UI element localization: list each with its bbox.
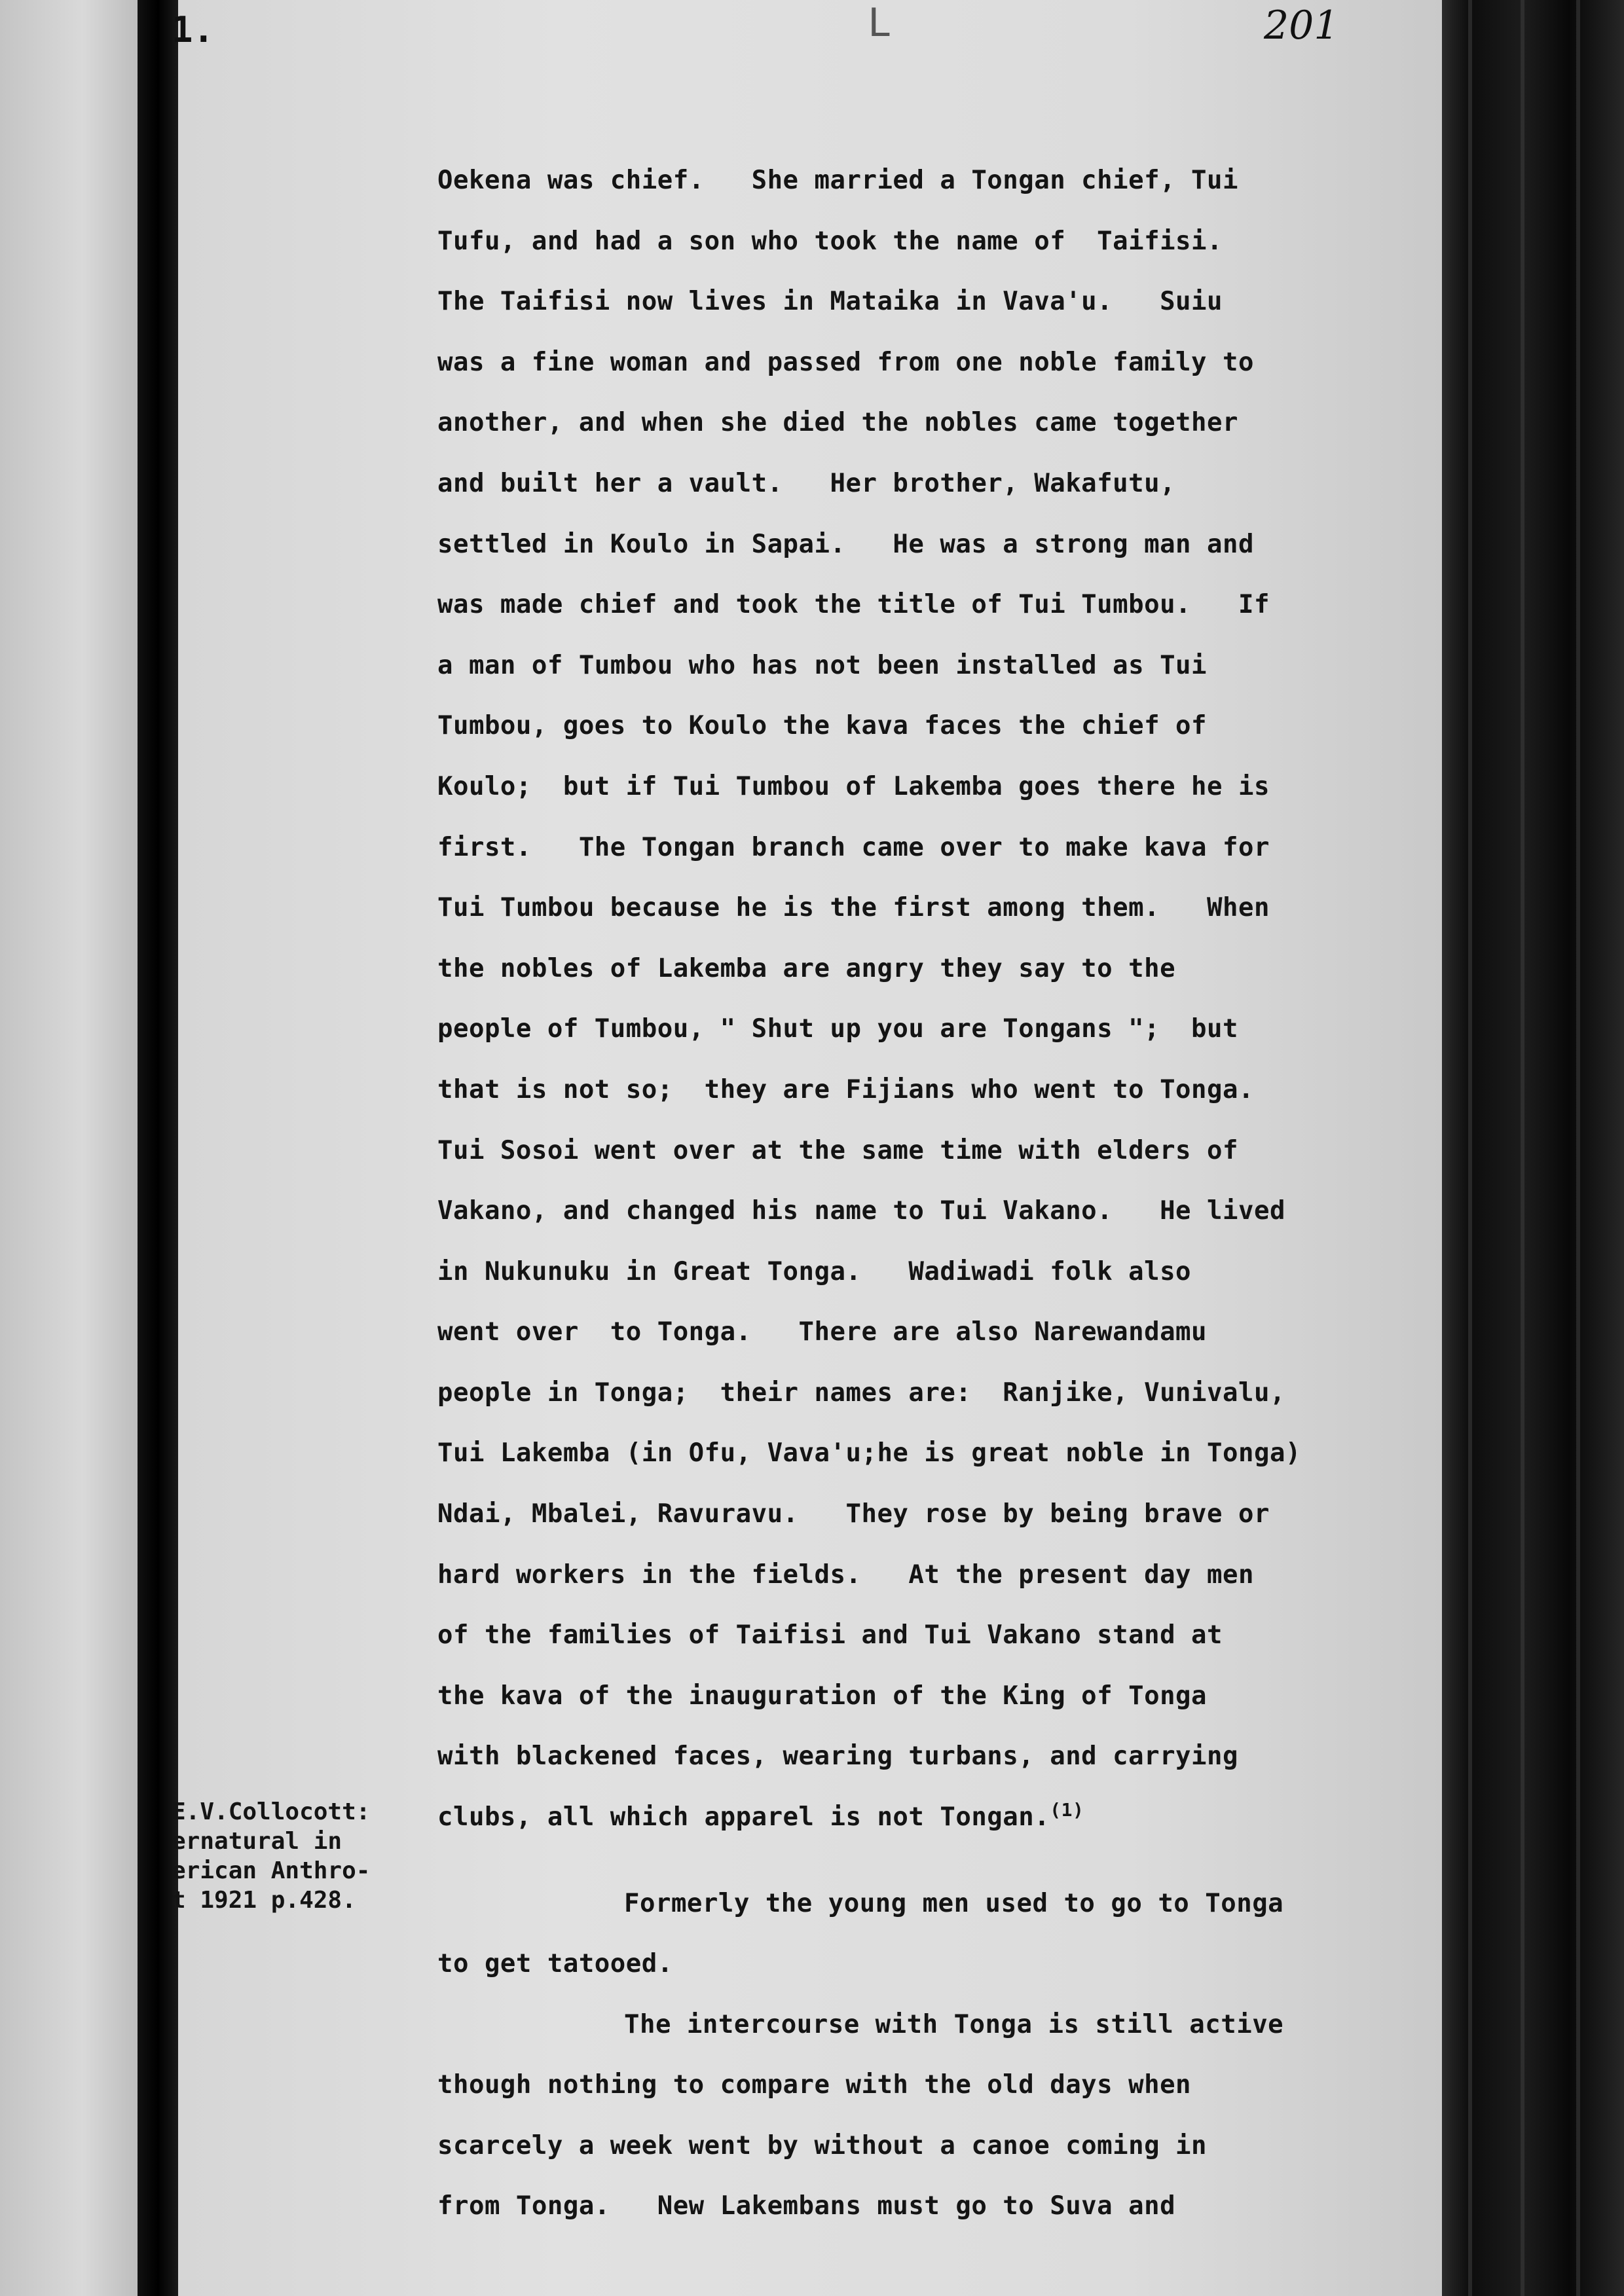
text-line: Tui Lakemba (in Ofu, Vava'u;he is great noble in Tonga) — [437, 1438, 1301, 1468]
footnote-marker: (1) — [1050, 1799, 1084, 1821]
top-tick-mark: L — [868, 0, 892, 46]
page-number: 201 — [1264, 3, 1339, 48]
text-line-with-footnote — [437, 1787, 1420, 1848]
text-line: Ndai, Mbalei, Ravuravu. They rose by being brave or — [437, 1499, 1270, 1529]
text-line: the kava of the inauguration of the King of Tonga — [437, 1681, 1208, 1711]
text-line: people in Tonga; their names are: Ranjike, Vunivalu, — [437, 1377, 1285, 1408]
text-line: was made chief and took the title of Tui Tumbou. If — [437, 590, 1270, 620]
text-line: a man of Tumbou who has not been installed as Tui — [437, 650, 1208, 680]
text-line: that is not so; they are Fijians who went to Tonga. — [437, 1074, 1254, 1104]
text-line: Vakano, and changed his name to Tui Vakano. He lived — [437, 1196, 1285, 1226]
marginal-citation — [172, 1797, 434, 1915]
citation-line: E.V.Collocott: — [172, 1798, 371, 1825]
text-line: though nothing to compare with the old days when — [437, 2070, 1192, 2100]
page-edge-shadow — [1442, 0, 1624, 2296]
text-line: Tumbou, goes to Koulo the kava faces the chief of — [437, 711, 1208, 741]
text-line: from Tonga. New Lakembans must go to Suva and — [437, 2191, 1176, 2221]
text-line: the nobles of Lakemba are angry they say to the — [437, 953, 1176, 983]
text-line: went over to Tonga. There are also Narewandamu — [437, 1317, 1208, 1347]
continuation-text — [437, 1874, 1420, 2236]
citation-line: erican Anthro- — [172, 1857, 371, 1884]
facing-page-strip — [0, 0, 138, 2296]
edge-streak — [1576, 0, 1580, 2296]
text-line: first. The Tongan branch came over to make kava for — [437, 832, 1270, 862]
main-text — [437, 151, 1420, 1848]
citation-line: t 1921 p.428. — [172, 1887, 356, 1914]
text-line: Tufu, and had a son who took the name of Taifisi. — [437, 226, 1223, 256]
text-line: settled in Koulo in Sapai. He was a strong man and — [437, 529, 1254, 559]
edge-streak — [1468, 0, 1472, 2296]
text-line: scarcely a week went by without a canoe coming in — [437, 2130, 1208, 2160]
paragraph-first-line: The intercourse with Tonga is still active — [624, 2009, 1284, 2039]
paragraph-first-line: Formerly the young men used to go to Tonga — [624, 1889, 1284, 1918]
corner-mark: 1. — [172, 9, 215, 50]
edge-streak — [1521, 0, 1524, 2296]
text-line: clubs, all which apparel is not Tongan. — [437, 1802, 1050, 1832]
text-line: Tui Tumbou because he is the first among them. When — [437, 893, 1270, 923]
text-line: Tui Sosoi went over at the same time with elders of — [437, 1135, 1238, 1165]
text-line: in Nukunuku in Great Tonga. Wadiwadi folk also — [437, 1256, 1192, 1286]
book-gutter — [138, 0, 178, 2296]
text-line: and built her a vault. Her brother, Wakafutu, — [437, 468, 1176, 498]
text-line: hard workers in the fields. At the present day men — [437, 1559, 1254, 1590]
text-line: to get tatooed. — [437, 1949, 673, 1979]
text-line: Koulo; but if Tui Tumbou of Lakemba goes there he is — [437, 771, 1270, 801]
citation-line: ernatural in — [172, 1828, 342, 1855]
text-line: The Taifisi now lives in Mataika in Vava'u. Suiu — [437, 287, 1223, 317]
text-line: another, and when she died the nobles came together — [437, 408, 1238, 438]
text-line: Oekena was chief. She married a Tongan chief, Tui — [437, 166, 1238, 195]
text-line: people of Tumbou, " Shut up you are Tongans "; but — [437, 1014, 1238, 1044]
text-line: of the families of Taifisi and Tui Vakano stand at — [437, 1620, 1223, 1650]
text-line: with blackened faces, wearing turbans, and carrying — [437, 1741, 1238, 1772]
text-line: was a fine woman and passed from one noble family to — [437, 347, 1254, 377]
